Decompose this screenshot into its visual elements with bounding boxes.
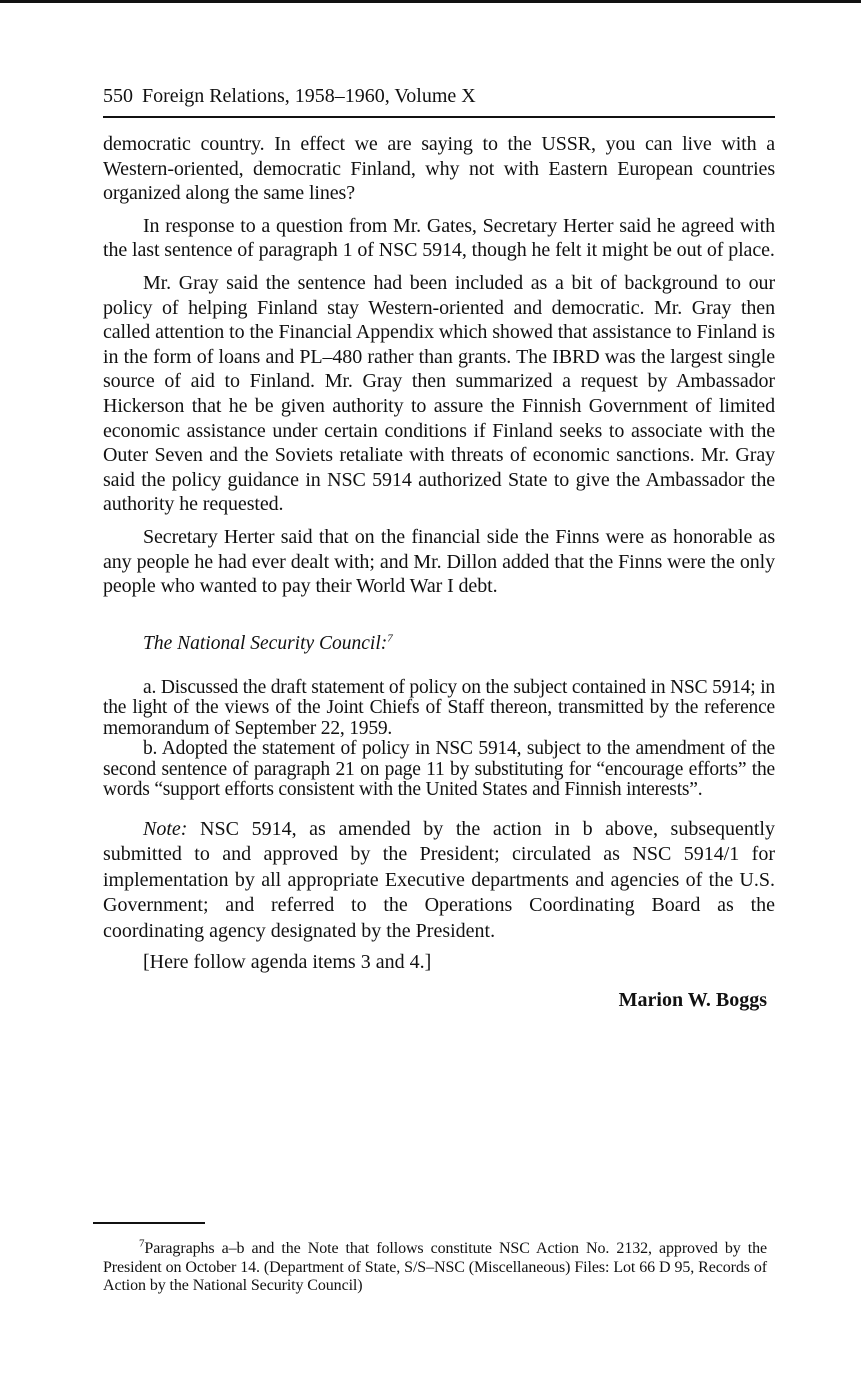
body-text	[103, 132, 775, 599]
council-decisions	[103, 678, 775, 801]
paragraph-gray-background: Mr. Gray said the sentence had been included as a bit of background to our policy of helping Finland stay Western-oriented and democratic. Mr. Gray then called attention to the Financial Appendix which showed that assistance to Finland is in the form of loans and PL–480 rather than grants. The IBRD was the largest single source of aid to Finland. Mr. Gray then summarized a request by Ambassador Hickerson that he be given authority to assure the Finnish Government of limited economic assistance under certain conditions if Finland seeks to associate with the Outer Seven and the Soviets retaliate with threats of economic sanctions. Mr. Gray said the policy guidance in NSC 5914 authorized State to give the Ambassador the authority he requested.	[103, 271, 775, 516]
decision-item-a: a. Discussed the draft statement of policy on the subject contained in NSC 5914; in the light of the views of the Joint Chiefs of Staff thereon, transmitted by the reference memorandum of September 22, 1959.	[103, 676, 775, 739]
note-label: Note:	[143, 817, 188, 840]
footnote-reference: 7	[387, 632, 393, 645]
paragraph-continued: democratic country. In effect we are saying to the USSR, you can live with a Western-oriented, democratic Finland, why not with Eastern European countries organized along the same lines?	[103, 133, 775, 205]
decision-item-b: b. Adopted the statement of policy in NSC 5914, subject to the amendment of the second sentence of paragraph 21 on page 11 by substituting for “encourage efforts” the words “support efforts consistent with the United States and Finnish interests”.	[103, 738, 775, 801]
footnote-rule	[93, 1222, 205, 1224]
paragraph-gates-herter: In response to a question from Mr. Gates, Secretary Herter said he agreed with the last sentence of paragraph 1 of NSC 5914, though he felt it might be out of place.	[103, 214, 775, 262]
council-heading-text: The National Security Council:	[143, 632, 388, 654]
page-number: 550	[103, 85, 133, 107]
council-heading	[103, 632, 775, 656]
signature: Marion W. Boggs	[618, 988, 767, 1011]
agenda-note: [Here follow agenda items 3 and 4.]	[143, 951, 432, 974]
footnote-number: 7	[139, 1237, 145, 1250]
paragraph-herter-dillon: Secretary Herter said that on the financial side the Finns were as honorable as any people he had ever dealt with; and Mr. Dillon added that the Finns were the only people who wanted to pay their World War I debt.	[103, 525, 775, 598]
note-text: NSC 5914, as amended by the action in b above, subsequently submitted to and approved by the President; circulated as NSC 5914/1 for implementation by all appropriate Executive departments and agencies of the U.S. Government; and referred to the Operations Coordinating Board as the coordinating agency designated by the President.	[103, 817, 775, 942]
page-top-border	[0, 0, 861, 3]
note-block	[103, 817, 775, 976]
running-head	[103, 80, 775, 118]
volume-title: Foreign Relations, 1958–1960, Volume X	[142, 85, 476, 107]
document-page	[103, 80, 775, 1012]
footnote-text: Paragraphs a–b and the Note that follows constitute NSC Action No. 2132, approved by the President on October 14. (Department of State, S/S–NSC (Miscellaneous) Files: Lot 66 D 95, Records of Action by the National Security Council)	[103, 1240, 767, 1294]
footnote	[103, 1237, 767, 1296]
note-paragraph	[103, 817, 775, 945]
